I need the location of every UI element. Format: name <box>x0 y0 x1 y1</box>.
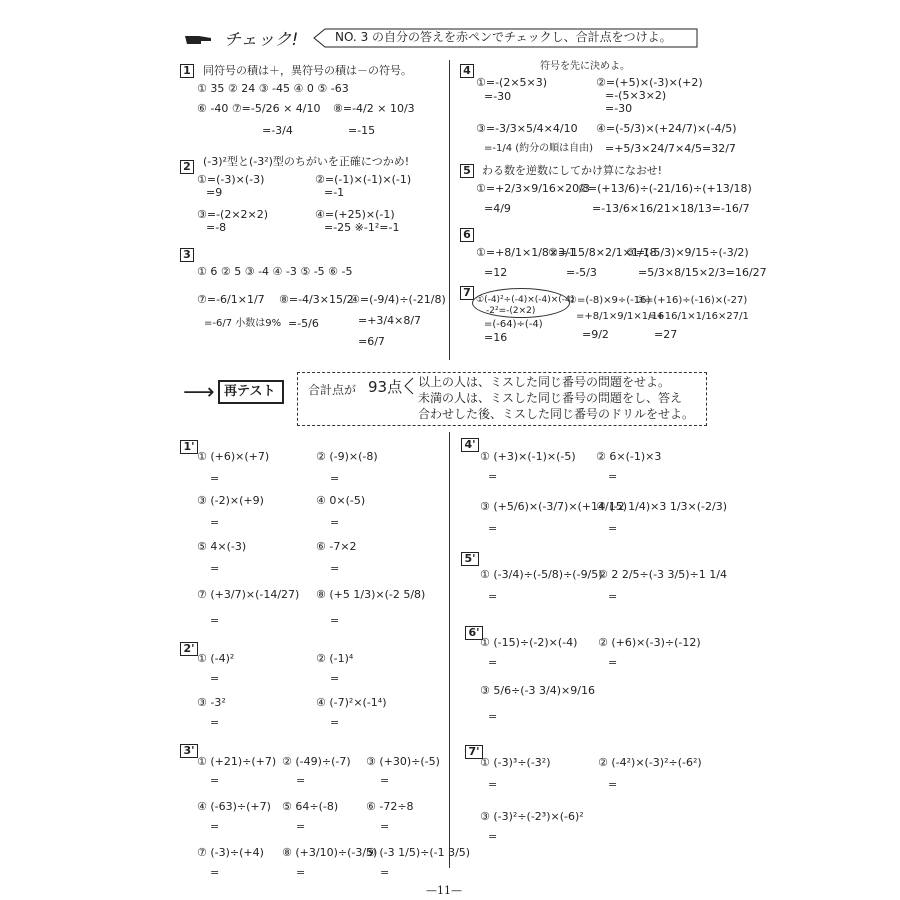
answer-blank: = <box>330 614 340 627</box>
problem: ⑤ 64÷(-8) <box>282 800 339 813</box>
problem: ② (+6)×(-3)÷(-12) <box>598 636 701 649</box>
problem-number: 7' <box>465 745 483 759</box>
answer-blank: = <box>296 774 306 787</box>
problem: ③ (+5/6)×(-3/7)×(+14/15) <box>480 500 628 513</box>
section-number: 3 <box>180 248 194 262</box>
answer: ③=(-5/3)×9/15÷(-3/2) <box>626 246 749 259</box>
section-number: 7 <box>460 286 474 300</box>
problem: ① (+21)÷(+7) <box>197 755 277 768</box>
answer: ②=(-1)×(-1)×(-1) <box>315 173 412 186</box>
section-number: 1 <box>180 64 194 78</box>
problem: ② 2 2/5÷(-3 3/5)÷1 1/4 <box>598 568 727 581</box>
problem-number: 4' <box>461 438 479 452</box>
problem: ⑥ -72÷8 <box>366 800 414 813</box>
answer-row: ① 35 ② 24 ③ -45 ④ 0 ⑤ -63 <box>197 82 349 95</box>
answer-blank: = <box>608 522 618 535</box>
answer: ②=(+5)×(-3)×(+2) <box>596 76 703 89</box>
problem: ② (-4²)×(-3)²÷(-6²) <box>598 756 702 769</box>
problem: ⑦ (-3)÷(+4) <box>197 846 264 859</box>
answer: =27 <box>654 328 678 341</box>
answer: =+16/1×1/16×27/1 <box>648 311 749 322</box>
answer: ⑥ -40 ⑦=-5/26 × 4/10 <box>197 102 321 115</box>
section-note: 同符号の積は＋，異符号の積は－の符号。 <box>203 64 412 77</box>
answer: =-13/6×16/21×18/13=-16/7 <box>592 202 750 215</box>
banner-arrow-box <box>313 28 698 48</box>
answer: ⑧=-4/3×15/2 <box>279 293 354 306</box>
answer: =-1/4 (約分の順は自由) <box>484 143 594 154</box>
problem: ① (-4)² <box>197 652 235 665</box>
answer: =-30 <box>605 102 633 115</box>
problem: ① (-3)³÷(-3²) <box>480 756 551 769</box>
answer: =5/3×8/15×2/3=16/27 <box>638 266 767 279</box>
answer: =-15 <box>348 124 376 137</box>
retest-label-box <box>218 380 284 404</box>
answer: ①=(-3)×(-3) <box>197 173 265 186</box>
problem-number: 1' <box>180 440 198 454</box>
answer-blank: = <box>608 470 618 483</box>
answer: =-5/3 <box>566 266 597 279</box>
answer-blank: = <box>380 866 390 879</box>
instruction-line: 未満の人は、ミスした同じ番号の問題をし、答え <box>418 391 683 405</box>
answer: ③=-3/3×5/4×4/10 <box>476 122 578 135</box>
answer: ②=(+13/6)÷(-21/16)÷(+13/18) <box>578 182 752 195</box>
answer: =+5/3×24/7×4/5=32/7 <box>605 142 736 155</box>
problem: ② (-9)×(-8) <box>316 450 378 463</box>
answer-blank: = <box>330 716 340 729</box>
answer-blank: = <box>488 656 498 669</box>
problem: ① (-3/4)÷(-5/8)÷(-9/5) <box>480 568 603 581</box>
answer: ④=(-5/3)×(+24/7)×(-4/5) <box>596 122 737 135</box>
problem-number: 5' <box>461 552 479 566</box>
problem-number: 6' <box>465 626 483 640</box>
problem: ⑤ 4×(-3) <box>197 540 247 553</box>
answer-blank: = <box>210 866 220 879</box>
answer: ①=+2/3×9/16×20/3 <box>476 182 590 195</box>
problem: ① (+3)×(-1)×(-5) <box>480 450 576 463</box>
problem: ③ -3² <box>197 696 226 709</box>
answer: =+3/4×8/7 <box>358 314 422 327</box>
divider-bottom <box>449 432 450 868</box>
problem: ③ (-2)×(+9) <box>197 494 264 507</box>
answer: ①(-4)²÷(-4)×(-4)×(-4) <box>476 295 575 305</box>
section-number: 5 <box>460 164 474 178</box>
answer: =-30 <box>484 90 512 103</box>
problem: ⑥ -7×2 <box>316 540 357 553</box>
answer: =-25 ※-1²=-1 <box>324 221 400 234</box>
answer-blank: = <box>210 562 220 575</box>
problem: ① (+6)×(+7) <box>197 450 270 463</box>
answer: ⑦=-6/1×1/7 <box>197 293 265 306</box>
answer-blank: = <box>210 774 220 787</box>
retest-label: 再テスト <box>224 384 276 399</box>
answer: =12 <box>484 266 508 279</box>
problem: ② (-49)÷(-7) <box>282 755 351 768</box>
answer-blank: = <box>488 522 498 535</box>
answer-blank: = <box>330 562 340 575</box>
section-number: 2 <box>180 160 194 174</box>
problem-number: 3' <box>180 744 198 758</box>
problem: ② (-1)⁴ <box>316 652 354 665</box>
answer: ①=-(2×5×3) <box>476 76 548 89</box>
banner-text: NO. 3 の自分の答えを赤ペンでチェックし、合計点をつけよ。 <box>335 30 672 44</box>
section-note: 符号を先に決めよ。 <box>540 61 630 72</box>
section-number: 4 <box>460 64 474 78</box>
answer: ③=-(2×2×2) <box>197 208 269 221</box>
answer: =9/2 <box>582 328 609 341</box>
answer-blank: = <box>380 774 390 787</box>
answer-blank: = <box>296 866 306 879</box>
answer: ⑧=-4/2 × 10/3 <box>333 102 415 115</box>
problem: ⑧ (+3/10)÷(-3/5) <box>282 846 378 859</box>
answer: =-8 <box>206 221 227 234</box>
answer: =-5/6 <box>288 317 319 330</box>
problem: ⑨ (-3 1/5)÷(-1 3/5) <box>366 846 471 859</box>
problem: ③ (+30)÷(-5) <box>366 755 440 768</box>
answer: =-(5×3×2) <box>605 89 667 102</box>
answer-blank: = <box>330 472 340 485</box>
problem: ⑦ (+3/7)×(-14/27) <box>197 588 300 601</box>
problem: ③ 5/6÷(-3 3/4)×9/16 <box>480 684 595 697</box>
answer-blank: = <box>210 672 220 685</box>
answer: ③=(+16)÷(-16)×(-27) <box>636 295 748 306</box>
arrow-icon: ⟶ <box>183 380 215 405</box>
instruction-bracket <box>404 376 414 396</box>
section-note: わる数を逆数にしてかけ算になおせ! <box>482 164 663 177</box>
answer-blank: = <box>380 820 390 833</box>
problem: ④ (-7)²×(-1⁴) <box>316 696 387 709</box>
answer-blank: = <box>330 516 340 529</box>
answer: =+8/1×9/1×1/16 <box>576 311 665 322</box>
instruction-line: 以上の人は、ミスした同じ番号の問題をせよ。 <box>418 375 671 389</box>
answer-blank: = <box>210 716 220 729</box>
answer-blank: = <box>210 516 220 529</box>
answer-blank: = <box>608 590 618 603</box>
problem: ④ (-2 1/4)×3 1/3×(-2/3) <box>596 500 727 513</box>
answer-blank: = <box>608 778 618 791</box>
answer-blank: = <box>488 590 498 603</box>
problem: ③ (-3)²÷(-2³)×(-6)² <box>480 810 584 823</box>
answer: ②=-15/8×2/1×1/18 <box>548 246 657 259</box>
problem: ① (-15)÷(-2)×(-4) <box>480 636 578 649</box>
answer: =-6/7 小数は9% <box>204 318 282 329</box>
answer-blank: = <box>488 710 498 723</box>
check-title: チェック! <box>224 30 299 50</box>
problem: ② 6×(-1)×3 <box>596 450 662 463</box>
answer-blank: = <box>608 656 618 669</box>
answer: =-1 <box>324 186 345 199</box>
answer: ②=(-8)×9÷(-16) <box>568 295 651 306</box>
problem: ④ 0×(-5) <box>316 494 366 507</box>
answer: =-3/4 <box>262 124 293 137</box>
answer-blank: = <box>210 820 220 833</box>
answer-blank: = <box>488 470 498 483</box>
answer-row: ① 6 ② 5 ③ -4 ④ -3 ⑤ -5 ⑥ -5 <box>197 265 353 278</box>
answer: -2²=-(2×2) <box>486 306 536 316</box>
answer-blank: = <box>210 472 220 485</box>
problem: ④ (-63)÷(+7) <box>197 800 271 813</box>
answer-blank: = <box>488 830 498 843</box>
divider-top <box>449 60 450 360</box>
problem-number: 2' <box>180 642 198 656</box>
score-prefix: 合計点が <box>308 383 357 397</box>
answer-blank: = <box>296 820 306 833</box>
answer: ④=(-9/4)÷(-21/8) <box>350 293 446 306</box>
answer: =6/7 <box>358 335 385 348</box>
answer-blank: = <box>330 672 340 685</box>
answer-blank: = <box>488 778 498 791</box>
section-note: (-3)²型と(-3²)型のちがいを正確につかめ! <box>203 155 410 168</box>
problem: ⑧ (+5 1/3)×(-2 5/8) <box>316 588 426 601</box>
pointing-hand-icon <box>183 32 213 48</box>
answer: =4/9 <box>484 202 511 215</box>
answer: ①=+8/1×1/8×3/1 <box>476 246 576 259</box>
section-number: 6 <box>460 228 474 242</box>
answer: =9 <box>206 186 223 199</box>
page-number: —11— <box>426 884 462 897</box>
answer: =16 <box>484 331 508 344</box>
answer: =(-64)÷(-4) <box>484 319 543 330</box>
instruction-line: 合わせした後、ミスした同じ番号のドリルをせよ。 <box>418 407 695 421</box>
answer-blank: = <box>210 614 220 627</box>
score-value: 93点 <box>368 378 403 396</box>
answer: ④=(+25)×(-1) <box>315 208 395 221</box>
